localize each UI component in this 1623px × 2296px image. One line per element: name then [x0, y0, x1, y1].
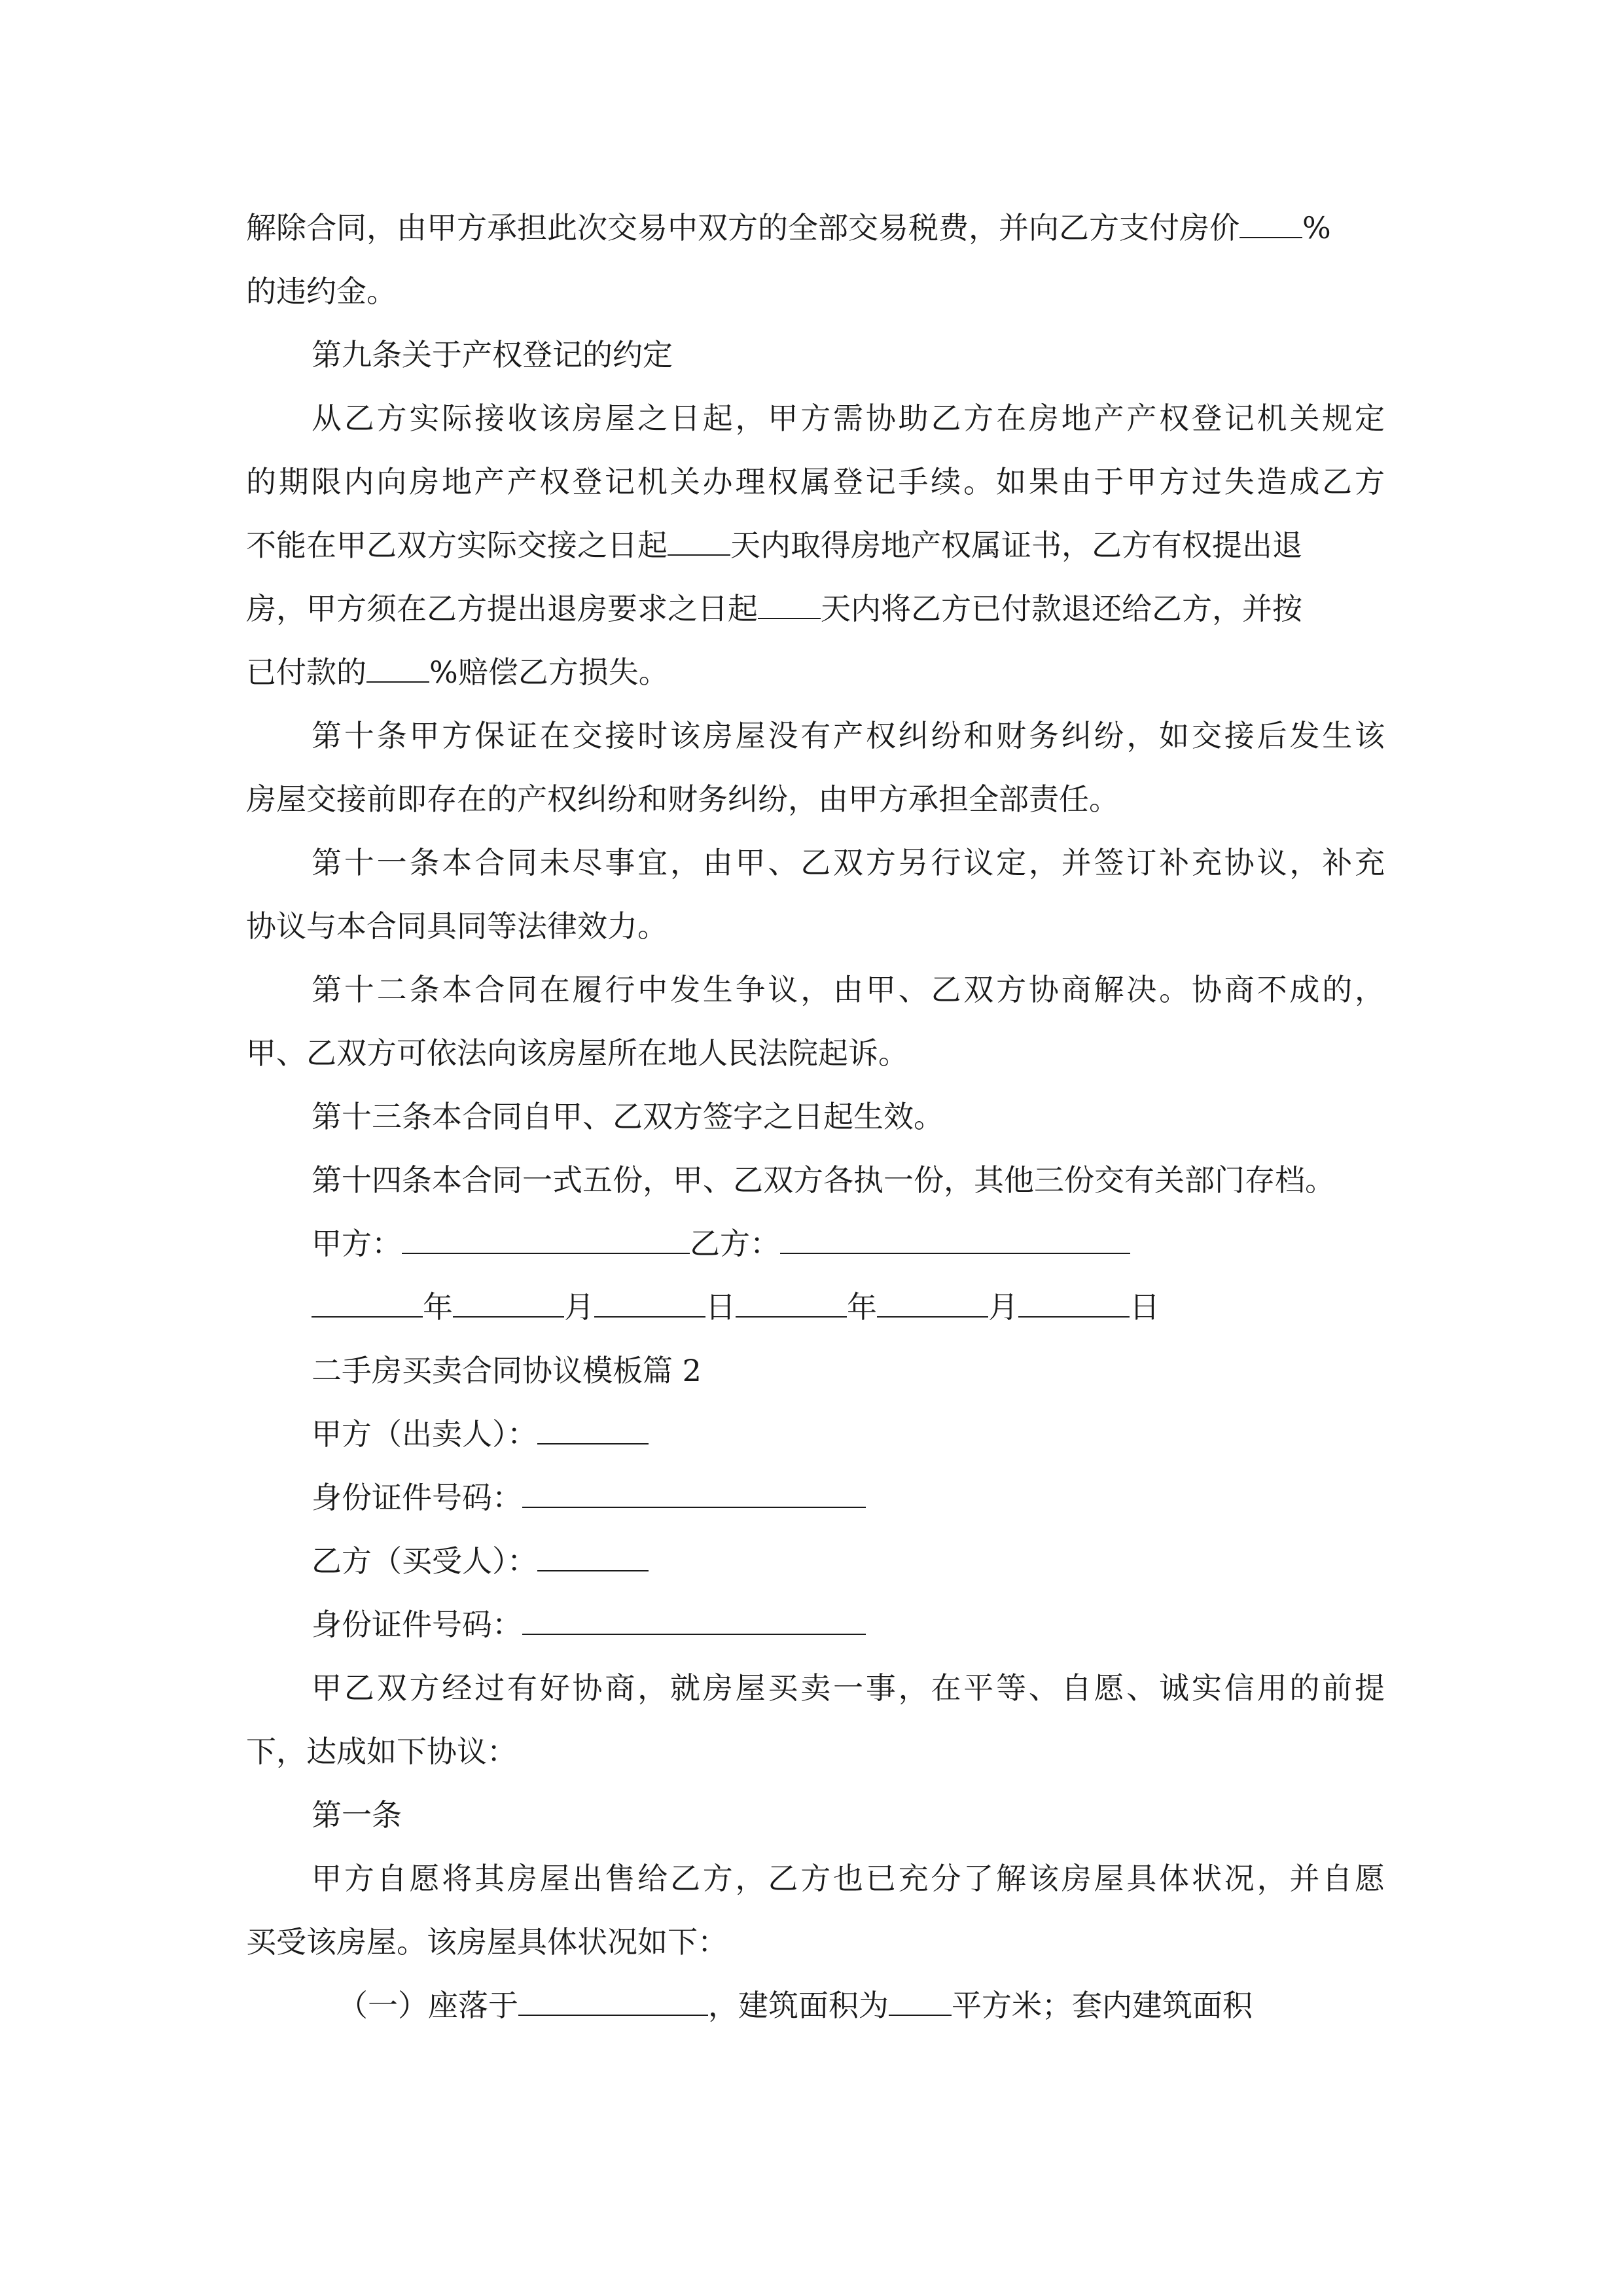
text-line: 甲乙双方经过有好协商，就房屋买卖一事，在平等、自愿、诚实信用的前提 [312, 1670, 1385, 1706]
article-title: 第一条 [312, 1797, 402, 1833]
month-label: 月 [988, 1289, 1018, 1325]
day-label: 日 [705, 1289, 736, 1325]
text-span: 天内取得房地产权属证书，乙方有权提出退 [730, 528, 1302, 563]
id-label: 身份证件号码： [312, 1480, 522, 1515]
id-label: 身份证件号码： [312, 1607, 522, 1642]
fill-blank [1018, 1291, 1130, 1318]
text-line: 的违约金。 [246, 274, 397, 309]
document-page [246, 196, 1385, 2037]
article-title: 第九条关于产权登记的约定 [312, 337, 673, 372]
text-span: 天内将乙方已付款退还给乙方，并按 [821, 591, 1302, 626]
buyer-blank [537, 1545, 649, 1571]
text-span: 解除合同，由甲方承担此次交易中双方的全部交易税费，并向乙方支付房价 [246, 210, 1240, 245]
text-span: （一）座落于 [338, 1988, 518, 2023]
party-b-label: 乙方： [690, 1226, 780, 1261]
seller-line [246, 1403, 1385, 1466]
text-line: 第十四条本合同一式五份，甲、乙双方各执一份，其他三份交有关部门存档。 [312, 1162, 1335, 1198]
text-line: 甲方自愿将其房屋出售给乙方，乙方也已充分了解该房屋具体状况，并自愿 [312, 1861, 1385, 1896]
party-b-blank [780, 1228, 1130, 1254]
text-line [246, 514, 1385, 577]
text-line: 甲、乙双方可依法向该房屋所在地人民法院起诉。 [246, 1035, 908, 1071]
text-span: 平方米；套内建筑面积 [952, 1988, 1253, 2023]
fill-blank [877, 1291, 988, 1318]
text-line [246, 1974, 1385, 2037]
text-line: 从乙方实际接收该房屋之日起，甲方需协助乙方在房地产产权登记机关规定 [312, 401, 1385, 436]
text-line: 第十条甲方保证在交接时该房屋没有产权纠纷和财务纠纷，如交接后发生该 [312, 718, 1385, 753]
year-label: 年 [423, 1289, 453, 1325]
fill-blank [594, 1291, 705, 1318]
month-label: 月 [564, 1289, 594, 1325]
text-line: 下，达成如下协议： [246, 1734, 517, 1769]
seller-blank [537, 1418, 649, 1444]
party-a-label: 甲方： [312, 1226, 402, 1261]
id-line [246, 1593, 1385, 1657]
fill-blank [1240, 212, 1302, 238]
id-blank [522, 1609, 866, 1635]
text-span: 房，甲方须在乙方提出退房要求之日起 [246, 591, 758, 626]
fill-blank [889, 1990, 952, 2016]
date-line [246, 1276, 1385, 1339]
day-label: 日 [1130, 1289, 1160, 1325]
text-span: % [1302, 210, 1331, 245]
id-line [246, 1466, 1385, 1530]
id-blank [522, 1482, 866, 1508]
fill-blank [518, 1990, 708, 2016]
buyer-line [246, 1530, 1385, 1593]
text-line: 买受该房屋。该房屋具体状况如下： [246, 1924, 728, 1960]
text-line: 第十二条本合同在履行中发生争议，由甲、乙双方协商解决。协商不成的， [312, 972, 1385, 1007]
text-line [246, 641, 1385, 704]
text-line: 协议与本合同具同等法律效力。 [246, 908, 668, 944]
text-line: 第十三条本合同自甲、乙双方签字之日起生效。 [312, 1099, 944, 1134]
text-line: 房屋交接前即存在的产权纠纷和财务纠纷，由甲方承担全部责任。 [246, 781, 1119, 817]
seller-label: 甲方（出卖人）： [312, 1416, 537, 1452]
text-line [246, 196, 1385, 260]
fill-blank [366, 656, 429, 683]
fill-blank [312, 1291, 423, 1318]
fill-blank [453, 1291, 564, 1318]
text-span: %赔偿乙方损失。 [429, 655, 669, 690]
buyer-label: 乙方（买受人）： [312, 1543, 537, 1579]
section-title: 二手房买卖合同协议模板篇 2 [312, 1353, 702, 1388]
fill-blank [668, 529, 730, 556]
year-label: 年 [847, 1289, 877, 1325]
text-line: 的期限内向房地产产权登记机关办理权属登记手续。如果由于甲方过失造成乙方 [246, 464, 1385, 499]
signature-line [246, 1212, 1385, 1276]
text-span: 已付款的 [246, 655, 366, 690]
fill-blank [758, 593, 821, 619]
text-line [246, 577, 1385, 641]
party-a-blank [402, 1228, 690, 1254]
text-span: ，建筑面积为 [708, 1988, 889, 2023]
fill-blank [736, 1291, 847, 1318]
text-span: 不能在甲乙双方实际交接之日起 [246, 528, 668, 563]
text-line: 第十一条本合同未尽事宜，由甲、乙双方另行议定，并签订补充协议，补充 [312, 845, 1385, 880]
